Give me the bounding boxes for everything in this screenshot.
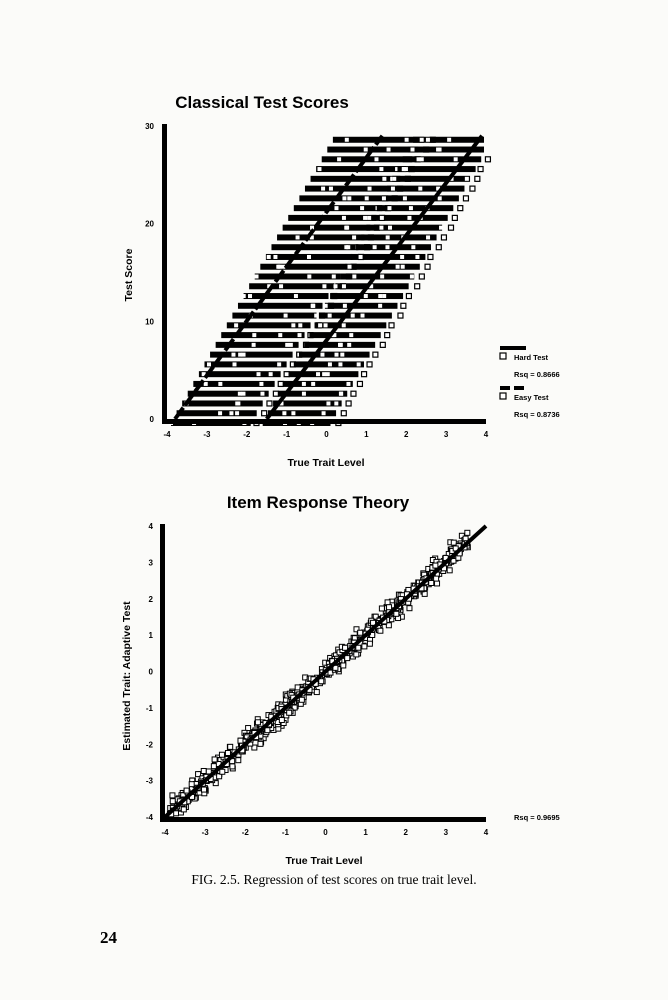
data-point: [273, 255, 277, 259]
data-point: [387, 148, 391, 152]
score-band: [244, 293, 329, 299]
score-band: [221, 332, 304, 338]
data-point: [170, 799, 175, 804]
data-point: [345, 138, 349, 142]
data-point: [337, 157, 341, 161]
data-point: [341, 411, 346, 416]
y-tick-label: 4: [148, 522, 153, 531]
chart1-y-label: Test Score: [123, 248, 135, 302]
score-band: [227, 322, 311, 328]
data-point: [478, 167, 483, 172]
data-point: [170, 793, 175, 798]
data-point: [332, 275, 336, 279]
x-tick-label: 0: [323, 828, 328, 837]
data-point: [362, 644, 367, 649]
data-point: [314, 690, 319, 695]
data-point: [207, 362, 211, 366]
data-point: [322, 411, 326, 415]
data-point: [365, 196, 369, 200]
data-point: [343, 304, 347, 308]
data-point: [378, 304, 382, 308]
data-point: [361, 314, 365, 318]
score-band: [387, 186, 464, 192]
x-tick-label: -1: [283, 430, 291, 439]
item-response-theory-chart: [121, 493, 560, 867]
data-point: [228, 744, 233, 749]
data-point: [385, 600, 390, 605]
data-point: [225, 751, 230, 756]
data-point: [284, 372, 289, 377]
data-point: [324, 304, 328, 308]
data-point: [338, 343, 342, 347]
y-tick-label: -1: [145, 703, 153, 713]
chart2-title: Item Response Theory: [226, 493, 410, 512]
data-point: [364, 294, 368, 298]
classical-test-scores-chart: [123, 93, 560, 469]
data-point: [218, 411, 222, 415]
x-tick-label: 4: [483, 828, 489, 837]
data-point: [465, 530, 470, 535]
data-point: [391, 187, 395, 191]
score-band: [403, 156, 482, 162]
data-point: [255, 720, 260, 725]
data-point: [367, 216, 371, 220]
data-point: [320, 353, 324, 357]
data-point: [340, 353, 344, 357]
score-band: [361, 234, 436, 240]
data-point: [436, 245, 441, 250]
chart2-y-label: Estimated Trait: Adaptive Test: [121, 601, 133, 751]
score-band: [382, 195, 459, 201]
data-point: [342, 196, 346, 200]
data-point: [347, 196, 351, 200]
data-point: [454, 157, 458, 161]
x-tick-label: 1: [363, 828, 368, 837]
score-band: [366, 225, 442, 231]
data-point: [410, 275, 414, 279]
data-point: [385, 333, 390, 338]
data-point: [409, 206, 413, 210]
data-point: [403, 196, 407, 200]
data-point: [267, 255, 271, 259]
data-point: [219, 752, 224, 757]
data-point: [348, 265, 352, 269]
data-point: [439, 226, 443, 230]
data-point: [326, 372, 330, 376]
data-point: [368, 187, 372, 191]
data-point: [387, 605, 392, 610]
data-point: [441, 235, 446, 240]
page-number: 24: [100, 928, 117, 947]
chart1-title: Classical Test Scores: [175, 93, 349, 112]
data-point: [360, 206, 364, 210]
score-band: [268, 410, 336, 416]
data-point: [218, 382, 222, 386]
data-point: [448, 225, 453, 230]
x-tick-label: 2: [403, 828, 408, 837]
data-point: [485, 157, 490, 162]
data-point: [278, 381, 283, 386]
data-point: [426, 235, 430, 239]
data-point: [311, 382, 315, 386]
data-point: [362, 372, 367, 377]
chart2-x-axis: [160, 817, 486, 822]
data-point: [342, 216, 346, 220]
data-point: [420, 157, 424, 161]
data-point: [407, 606, 412, 611]
data-point: [285, 343, 289, 347]
data-point: [429, 580, 434, 585]
legend-easy-line-a: [500, 386, 510, 390]
chart1-legend: [500, 346, 560, 419]
data-point: [419, 274, 424, 279]
data-point: [296, 235, 300, 239]
data-point: [339, 392, 343, 396]
data-point: [389, 323, 394, 328]
figure-caption: FIG. 2.5. Regression of test scores on true trait level.: [191, 872, 477, 887]
data-point: [316, 372, 320, 376]
data-point: [345, 656, 350, 661]
data-point: [302, 382, 306, 386]
data-point: [189, 782, 194, 787]
data-point: [470, 186, 475, 191]
data-point: [279, 718, 284, 723]
y-tick-label: 2: [148, 594, 153, 604]
data-point: [357, 381, 362, 386]
x-tick-label: -3: [201, 828, 209, 837]
score-band: [188, 391, 269, 397]
x-tick-label: 0: [324, 430, 329, 439]
data-point: [433, 563, 438, 568]
data-point: [324, 323, 328, 327]
x-tick-label: 1: [364, 430, 369, 439]
data-point: [273, 391, 278, 396]
data-point: [379, 167, 383, 171]
score-band: [232, 313, 316, 319]
score-band: [177, 410, 257, 416]
data-point: [211, 764, 216, 769]
data-point: [438, 148, 442, 152]
data-point: [342, 284, 346, 288]
y-tick-label: -3: [145, 776, 153, 786]
data-point: [385, 245, 389, 249]
data-point: [241, 392, 245, 396]
data-point: [181, 807, 186, 812]
data-point: [238, 392, 242, 396]
data-point: [235, 401, 239, 405]
data-point: [400, 255, 404, 259]
data-point: [284, 314, 288, 318]
legend-easy-marker: [500, 393, 506, 399]
y-tick-label: 1: [148, 631, 153, 641]
legend-hard-label: Hard Test: [514, 353, 549, 362]
y-tick-label: 30: [145, 122, 154, 131]
data-point: [351, 314, 355, 318]
chart2-y-axis: [160, 524, 165, 822]
data-point: [398, 313, 403, 318]
data-point: [351, 391, 356, 396]
data-point: [201, 768, 206, 773]
data-point: [354, 652, 359, 657]
data-point: [434, 576, 439, 581]
data-point: [341, 663, 346, 668]
data-point: [438, 196, 442, 200]
data-point: [425, 264, 430, 269]
chart2-rsq: Rsq = 0.9695: [514, 813, 560, 822]
data-point: [269, 372, 273, 376]
chart1-x-axis: [162, 419, 486, 424]
data-point: [352, 275, 356, 279]
data-point: [382, 177, 386, 181]
data-point: [278, 333, 282, 337]
x-tick-label: -4: [163, 430, 171, 439]
score-band: [182, 400, 263, 406]
data-point: [367, 641, 372, 646]
data-point: [329, 187, 333, 191]
data-point: [204, 382, 208, 386]
legend-hard-marker: [500, 353, 506, 359]
data-point: [388, 226, 392, 230]
data-point: [333, 284, 337, 288]
data-point: [352, 235, 356, 239]
data-point: [259, 382, 263, 386]
data-point: [277, 362, 281, 366]
score-band: [283, 225, 371, 231]
score-band: [299, 352, 370, 358]
data-point: [291, 411, 295, 415]
data-point: [334, 401, 338, 405]
score-band: [260, 264, 346, 270]
data-point: [233, 362, 237, 366]
data-point: [347, 343, 351, 347]
data-point: [318, 323, 322, 327]
data-point: [401, 303, 406, 308]
data-point: [373, 245, 377, 249]
data-point: [363, 216, 367, 220]
data-point: [386, 235, 390, 239]
data-point: [411, 245, 415, 249]
data-point: [322, 284, 326, 288]
x-tick-label: -2: [241, 828, 249, 837]
data-point: [407, 216, 411, 220]
data-point: [357, 362, 361, 366]
x-tick-label: 2: [404, 430, 409, 439]
data-point: [230, 764, 235, 769]
data-point: [379, 606, 384, 611]
data-point: [382, 196, 386, 200]
score-band: [311, 176, 401, 182]
data-point: [463, 196, 468, 201]
data-point: [311, 304, 315, 308]
data-point: [373, 352, 378, 357]
data-point: [447, 568, 452, 573]
data-point: [374, 157, 378, 161]
chart2-x-label: True Trait Level: [285, 855, 363, 867]
data-point: [202, 787, 207, 792]
data-point: [258, 741, 263, 746]
legend-easy-rsq: Rsq = 0.8736: [514, 410, 560, 419]
regression-line: [165, 526, 486, 817]
score-band: [397, 166, 475, 172]
legend-easy-label: Easy Test: [514, 393, 549, 402]
data-point: [255, 275, 259, 279]
x-tick-label: -3: [203, 430, 211, 439]
score-band: [249, 283, 334, 289]
y-tick-label: 3: [148, 558, 153, 568]
data-point: [435, 581, 440, 586]
data-point: [428, 254, 433, 259]
data-point: [307, 255, 311, 259]
data-point: [465, 177, 469, 181]
data-point: [298, 333, 302, 337]
data-point: [289, 343, 293, 347]
data-point: [378, 628, 383, 633]
data-point: [420, 138, 424, 142]
data-point: [334, 206, 338, 210]
data-point: [380, 216, 384, 220]
data-point: [220, 769, 225, 774]
data-point: [238, 353, 242, 357]
data-point: [346, 401, 351, 406]
data-point: [294, 294, 298, 298]
score-band: [255, 274, 341, 280]
y-tick-label: 10: [145, 317, 154, 327]
y-tick-label: -4: [145, 813, 153, 822]
legend-hard-rsq: Rsq = 0.8666: [514, 370, 560, 379]
data-point: [279, 284, 283, 288]
data-point: [411, 148, 415, 152]
data-point: [229, 411, 233, 415]
data-point: [328, 362, 332, 366]
data-point: [379, 226, 383, 230]
data-point: [346, 382, 350, 386]
data-point: [458, 206, 463, 211]
data-point: [321, 187, 325, 191]
chart1-x-label: True Trait Level: [287, 457, 365, 469]
data-point: [314, 314, 318, 318]
data-point: [358, 630, 363, 635]
data-point: [418, 187, 422, 191]
data-point: [234, 323, 238, 327]
data-point: [475, 176, 480, 181]
data-point: [307, 275, 311, 279]
data-point: [382, 294, 386, 298]
data-point: [344, 245, 348, 249]
score-band: [392, 176, 470, 182]
data-point: [405, 138, 409, 142]
data-point: [248, 294, 252, 298]
x-tick-label: -2: [243, 430, 251, 439]
score-band: [305, 186, 394, 192]
data-point: [452, 215, 457, 220]
data-point: [298, 323, 302, 327]
data-point: [415, 284, 420, 289]
data-point: [267, 401, 272, 406]
data-point: [282, 411, 286, 415]
data-point: [406, 294, 411, 299]
data-point: [378, 294, 382, 298]
data-point: [302, 392, 306, 396]
x-tick-label: 3: [443, 430, 449, 439]
data-point: [236, 758, 241, 763]
data-point: [426, 138, 430, 142]
y-tick-label: 20: [145, 219, 154, 229]
legend-easy-line-b: [514, 386, 524, 390]
data-point: [447, 138, 451, 142]
data-point: [401, 265, 405, 269]
data-point: [291, 323, 295, 327]
data-point: [367, 362, 372, 367]
data-point: [359, 255, 363, 259]
data-point: [257, 372, 261, 376]
data-point: [349, 333, 353, 337]
data-point: [451, 540, 456, 545]
y-tick-label: 0: [148, 667, 153, 677]
data-point: [335, 353, 339, 357]
data-point: [212, 757, 217, 762]
data-point: [276, 265, 280, 269]
data-point: [246, 726, 251, 731]
data-point: [262, 411, 267, 416]
data-point: [342, 323, 346, 327]
data-point: [380, 275, 384, 279]
data-point: [317, 167, 321, 171]
data-point: [387, 206, 391, 210]
data-point: [380, 342, 385, 347]
data-point: [396, 265, 400, 269]
data-point: [252, 343, 256, 347]
data-point: [394, 611, 399, 616]
data-point: [252, 333, 256, 337]
data-point: [326, 401, 330, 405]
x-tick-label: 3: [443, 828, 449, 837]
data-point: [392, 177, 396, 181]
x-tick-label: -1: [281, 828, 289, 837]
data-point: [287, 710, 292, 715]
data-point: [322, 372, 326, 376]
chart1-y-axis: [162, 124, 167, 424]
y-tick-label: 0: [149, 415, 154, 424]
legend-hard-line: [500, 346, 526, 350]
x-tick-label: -4: [161, 828, 169, 837]
data-point: [242, 294, 246, 298]
data-point: [344, 226, 348, 230]
data-point: [260, 392, 264, 396]
data-point: [415, 255, 419, 259]
score-band: [309, 332, 380, 338]
data-point: [238, 738, 243, 743]
score-band: [238, 303, 323, 309]
data-point: [328, 314, 332, 318]
data-point: [299, 697, 304, 702]
score-band: [325, 303, 398, 309]
data-point: [184, 788, 189, 793]
data-point: [364, 148, 368, 152]
y-tick-label: -2: [145, 740, 153, 750]
data-point: [173, 811, 178, 816]
score-band: [277, 234, 364, 240]
data-point: [231, 353, 235, 357]
x-tick-label: 4: [483, 430, 489, 439]
data-point: [402, 167, 406, 171]
data-point: [235, 411, 239, 415]
data-point: [338, 362, 342, 366]
